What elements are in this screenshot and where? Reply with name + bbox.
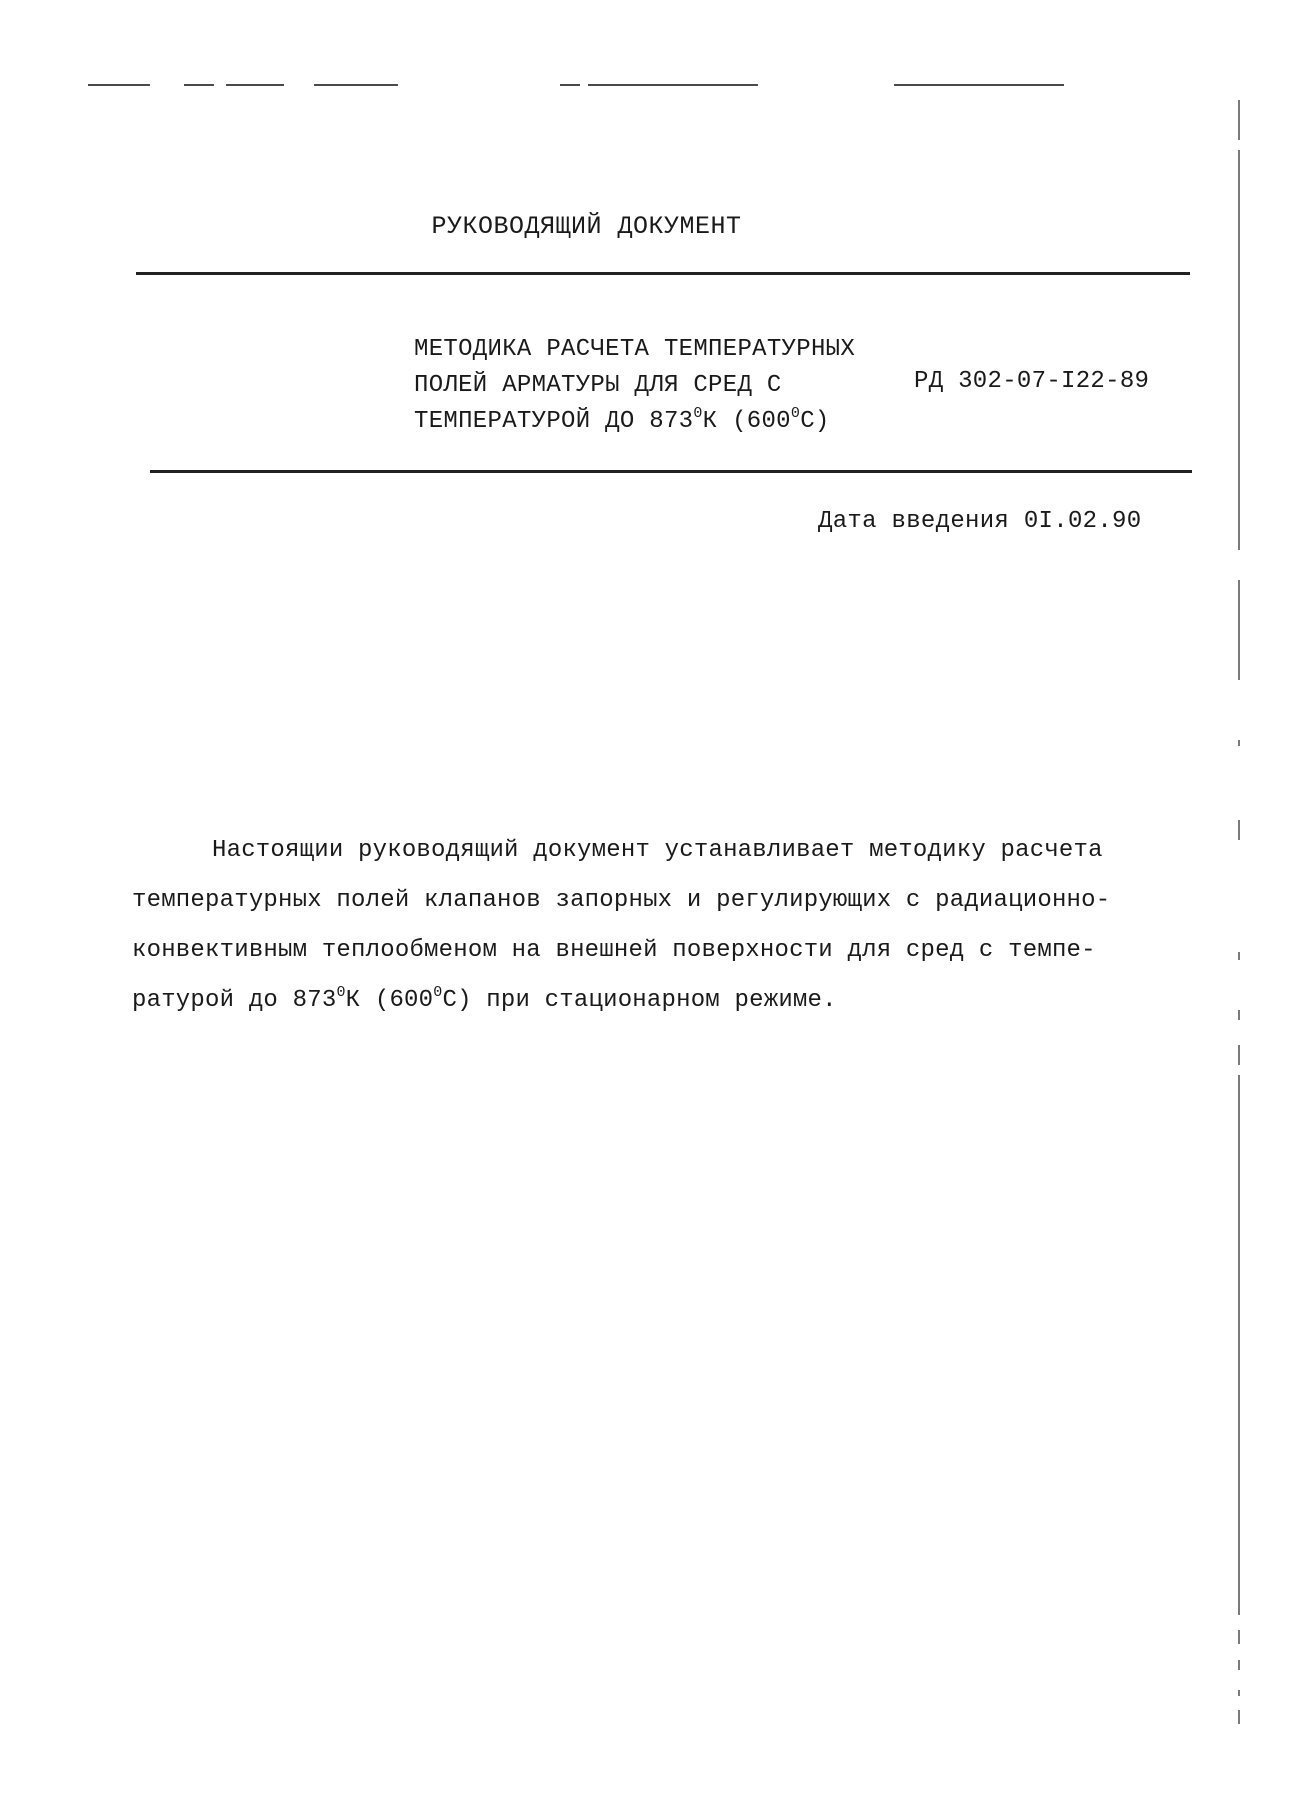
title-line-3-text: ТЕМПЕРАТУРОЙ ДО 873	[414, 408, 694, 435]
paragraph-line-2: температурных полей клапанов запорных и регулирующих с радиационно-	[132, 887, 1111, 914]
degree-superscript: 0	[336, 984, 346, 1001]
header-rule-bottom	[150, 470, 1192, 473]
introduction-date: Дата введения 0I.02.90	[818, 508, 1142, 535]
top-margin-mark	[560, 84, 580, 86]
edge-scan-mark	[1238, 1690, 1240, 1696]
edge-scan-mark	[1238, 952, 1240, 960]
edge-scan-mark	[1238, 1710, 1240, 1724]
top-margin-mark	[88, 84, 150, 86]
paragraph-line-4-text: ратурой до 873	[132, 987, 337, 1014]
document-title	[414, 332, 855, 440]
edge-scan-mark	[1238, 580, 1240, 680]
edge-scan-mark	[1238, 1630, 1240, 1644]
paragraph-line-4	[132, 976, 1182, 1026]
degree-superscript: 0	[433, 984, 443, 1001]
top-margin-mark	[894, 84, 1064, 86]
scope-paragraph	[132, 826, 1182, 1026]
edge-scan-mark	[1238, 1045, 1240, 1065]
top-margin-mark	[226, 84, 284, 86]
title-line-3-text: К (600	[702, 408, 791, 435]
edge-scan-mark	[1238, 1010, 1240, 1020]
paragraph-line-3: конвективным теплообменом на внешней поверхности для сред с темпе-	[132, 937, 1096, 964]
degree-superscript: 0	[693, 405, 703, 422]
paragraph-line-4-text: К (600	[345, 987, 434, 1014]
header-rule-top	[136, 272, 1190, 275]
edge-scan-mark	[1238, 820, 1240, 840]
top-margin-mark	[588, 84, 758, 86]
edge-scan-mark	[1238, 1075, 1240, 1615]
title-line-3	[414, 404, 855, 440]
edge-scan-mark	[1238, 740, 1240, 746]
paragraph-line-1: Настоящии руководящий документ устанавливает методику расчета	[212, 837, 1103, 864]
edge-scan-mark	[1238, 1660, 1240, 1670]
degree-superscript: 0	[790, 405, 801, 422]
title-line-1: МЕТОДИКА РАСЧЕТА ТЕМПЕРАТУРНЫХ	[414, 336, 856, 363]
document-type-heading: РУКОВОДЯЩИЙ ДОКУМЕНТ	[431, 212, 742, 241]
edge-scan-mark	[1238, 100, 1240, 140]
top-margin-mark	[314, 84, 398, 86]
title-line-3-text: С)	[800, 408, 830, 435]
edge-scan-mark	[1238, 150, 1240, 550]
document-code: РД 302-07-I22-89	[914, 368, 1150, 395]
top-margin-mark	[184, 84, 214, 86]
paragraph-line-4-text: С) при стационарном режиме.	[442, 987, 837, 1014]
title-line-2: ПОЛЕЙ АРМАТУРЫ ДЛЯ СРЕД С	[414, 372, 782, 399]
